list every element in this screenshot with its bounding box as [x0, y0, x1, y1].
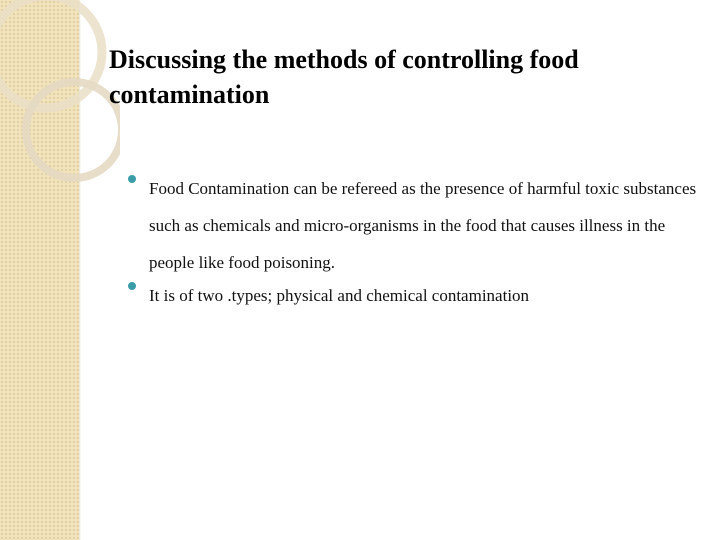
- bullet-text: It is of two .types; physical and chemical contamination: [149, 286, 530, 305]
- decorative-rings: [0, 0, 120, 200]
- slide-title: Discussing the methods of controlling food contamination: [109, 45, 579, 109]
- bullet-dot-icon: [128, 282, 136, 290]
- bullet-item: [127, 170, 702, 281]
- bullet-item: [127, 277, 702, 314]
- bullet-dot-icon: [128, 175, 136, 183]
- bullet-list: [127, 178, 702, 318]
- bullet-text: Food Contamination can be refereed as the presence of harmful toxic substances such as chemicals and micro-organisms in the food that causes illness in the people like food poisoning.: [149, 179, 697, 272]
